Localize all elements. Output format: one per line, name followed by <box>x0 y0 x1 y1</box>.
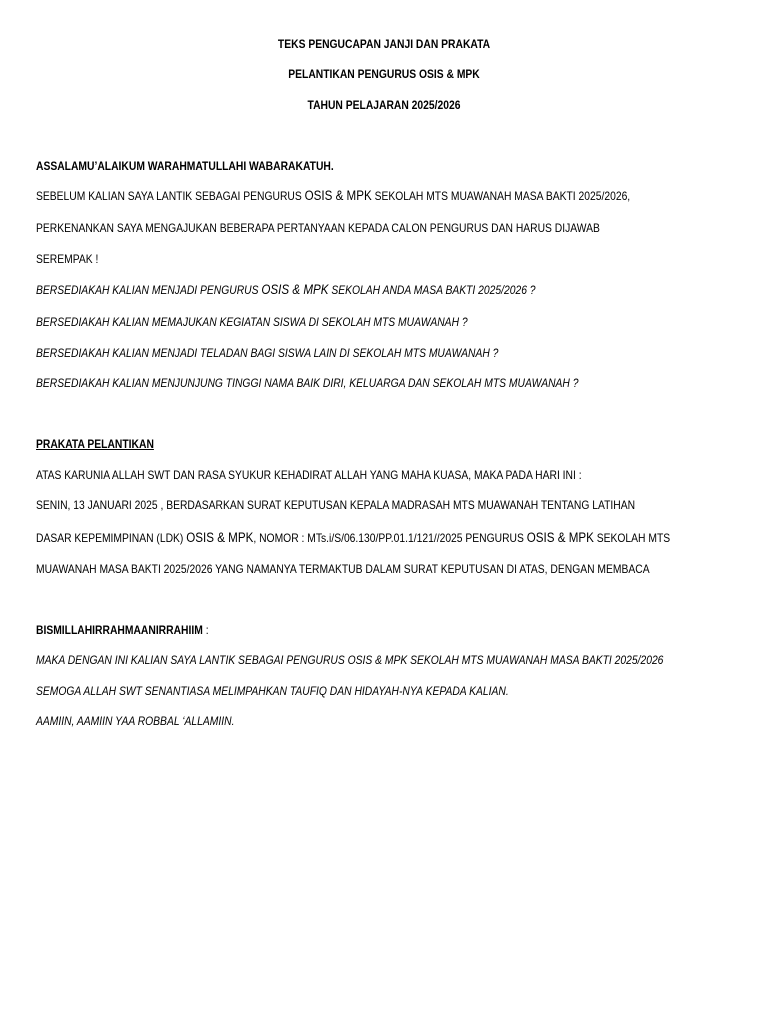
bismillah-colon: : <box>202 623 209 637</box>
prakata-text: SEKOLAH MTS <box>593 531 671 545</box>
question-2: BERSEDIAKAH KALIAN MEMAJUKAN KEGIATAN SISWA DI SEKOLAH MTS MUAWANAH ? <box>36 315 468 329</box>
doc-title-line-3: TAHUN PELAJARAN 2025/2026 <box>307 98 461 112</box>
prakata-line-2: SENIN, 13 JANUARI 2025 , BERDASARKAN SURAT KEPUTUSAN KEPALA MADRASAH MTS MUAWANAH TENTANG LATIHAN <box>36 498 636 512</box>
question-3: BERSEDIAKAH KALIAN MENJADI TELADAN BAGI SISWA LAIN DI SEKOLAH MTS MUAWANAH ? <box>36 346 499 360</box>
bismillah-line <box>36 623 209 637</box>
bismillah-text: BISMILLAHIRRAHMAANIRRAHIIM <box>36 623 203 637</box>
closing-line-3: AAMIIN, AAMIIN YAA ROBBAL ‘ALLAMIIN. <box>36 714 235 728</box>
question-4: BERSEDIAKAH KALIAN MENJUNJUNG TINGGI NAMA BAIK DIRI, KELUARGA DAN SEKOLAH MTS MUAWANAH ? <box>36 376 579 390</box>
osis-mpk-text: OSIS & MPK <box>186 530 254 545</box>
intro-text: SEKOLAH MTS MUAWANAH MASA BAKTI 2025/2026, <box>371 189 631 203</box>
question-text: BERSEDIAKAH KALIAN MENJADI PENGURUS <box>36 283 262 297</box>
question-1 <box>36 283 536 297</box>
doc-title-line-2: PELANTIKAN PENGURUS OSIS & MPK <box>288 67 480 81</box>
closing-line-2: SEMOGA ALLAH SWT SENANTIASA MELIMPAHKAN TAUFIQ DAN HIDAYAH-NYA KEPADA KALIAN. <box>36 684 509 698</box>
question-text: SEKOLAH ANDA MASA BAKTI 2025/2026 ? <box>328 283 536 297</box>
prakata-line-3 <box>36 531 670 545</box>
osis-mpk-text: OSIS & MPK <box>304 188 372 203</box>
closing-line-1: MAKA DENGAN INI KALIAN SAYA LANTIK SEBAGAI PENGURUS OSIS & MPK SEKOLAH MTS MUAWANAH MASA BAKTI 2025/2026 <box>36 653 664 667</box>
doc-title-line-1: TEKS PENGUCAPAN JANJI DAN PRAKATA <box>277 37 491 51</box>
prakata-heading: PRAKATA PELANTIKAN <box>36 437 154 451</box>
prakata-line-4: MUAWANAH MASA BAKTI 2025/2026 YANG NAMANYA TERMAKTUB DALAM SURAT KEPUTUSAN DI ATAS, DENGAN MEMBACA <box>36 562 650 576</box>
intro-paragraph-line-3: SEREMPAK ! <box>36 252 99 266</box>
prakata-text: , NOMOR : MTs.i/S/06.130/PP.01.1/121//2025 PENGURUS <box>253 531 527 545</box>
intro-text: SEBELUM KALIAN SAYA LANTIK SEBAGAI PENGURUS <box>36 189 305 203</box>
osis-mpk-text: OSIS & MPK <box>261 282 329 297</box>
prakata-text: DASAR KEPEMIMPINAN (LDK) <box>36 531 187 545</box>
greeting: ASSALAMU’ALAIKUM WARAHMATULLAHI WABARAKATUH. <box>36 159 334 173</box>
prakata-line-1: ATAS KARUNIA ALLAH SWT DAN RASA SYUKUR KEHADIRAT ALLAH YANG MAHA KUASA, MAKA PADA HARI INI : <box>36 468 582 482</box>
intro-paragraph-line-1 <box>36 189 630 203</box>
intro-paragraph-line-2: PERKENANKAN SAYA MENGAJUKAN BEBERAPA PERTANYAAN KEPADA CALON PENGURUS DAN HARUS DIJAWAB <box>36 221 600 235</box>
osis-mpk-text: OSIS & MPK <box>526 530 594 545</box>
